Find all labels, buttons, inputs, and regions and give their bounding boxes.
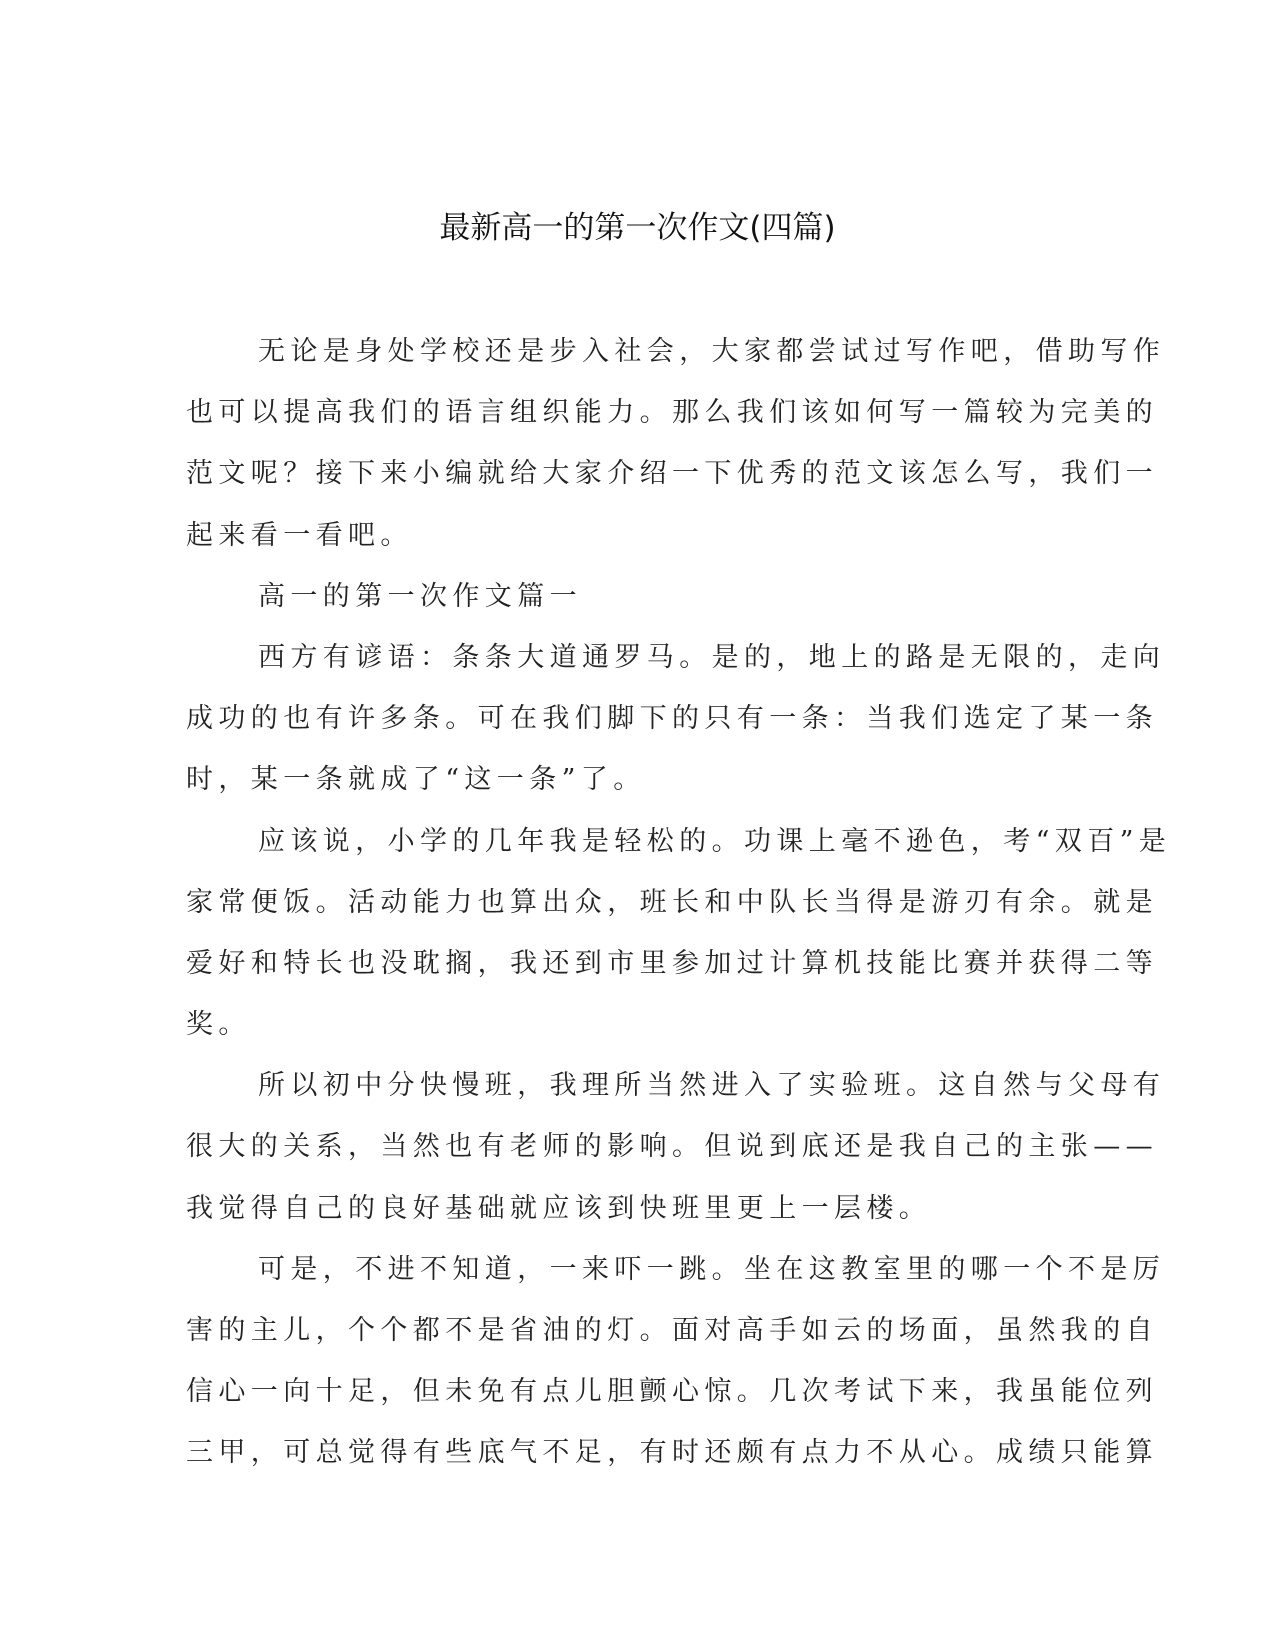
- text-line: 时，某一条就成了“这一条”了。: [186, 764, 646, 796]
- text-line: 我觉得自己的良好基础就应该到快班里更上一层楼。: [186, 1192, 932, 1224]
- text-line: 信心一向十足，但未免有点儿胆颤心惊。几次考试下来，我虽能位列: [186, 1376, 1158, 1408]
- text-line: 起来看一看吧。: [186, 519, 413, 551]
- text-line: 爱好和特长也没耽搁，我还到市里参加过计算机技能比赛并获得二等: [186, 947, 1158, 979]
- text-line: 高一的第一次作文篇一: [258, 580, 582, 612]
- document-title: 最新高一的第一次作文(四篇): [439, 210, 836, 246]
- text-line: 应该说，小学的几年我是轻松的。功课上毫不逊色，考“双百”是: [258, 825, 1172, 857]
- text-line: 也可以提高我们的语言组织能力。那么我们该如何写一篇较为完美的: [186, 397, 1158, 429]
- document-body: [186, 332, 1172, 1495]
- text-line: 可是，不进不知道，一来吓一跳。坐在这教室里的哪一个不是厉: [258, 1253, 1166, 1285]
- text-line: 成功的也有许多条。可在我们脚下的只有一条：当我们选定了某一条: [186, 703, 1158, 735]
- text-line: 家常便饭。活动能力也算出众，班长和中队长当得是游刃有余。就是: [186, 886, 1158, 918]
- text-line: 奖。: [186, 1009, 251, 1041]
- text-line: 无论是身处学校还是步入社会，大家都尝试过写作吧，借助写作: [258, 336, 1166, 367]
- text-line: 三甲，可总觉得有些底气不足，有时还颇有点力不从心。成绩只能算: [186, 1437, 1158, 1469]
- text-line: 所以初中分快慢班，我理所当然进入了实验班。这自然与父母有: [258, 1070, 1166, 1102]
- text-line: 范文呢？接下来小编就给大家介绍一下优秀的范文该怎么写，我们一: [186, 458, 1158, 490]
- text-line: 很大的关系，当然也有老师的影响。但说到底还是我自己的主张——: [186, 1131, 1158, 1163]
- text-line: 害的主儿，个个都不是省油的灯。面对高手如云的场面，虽然我的自: [186, 1315, 1158, 1346]
- text-line: 西方有谚语：条条大道通罗马。是的，地上的路是无限的，走向: [258, 641, 1166, 673]
